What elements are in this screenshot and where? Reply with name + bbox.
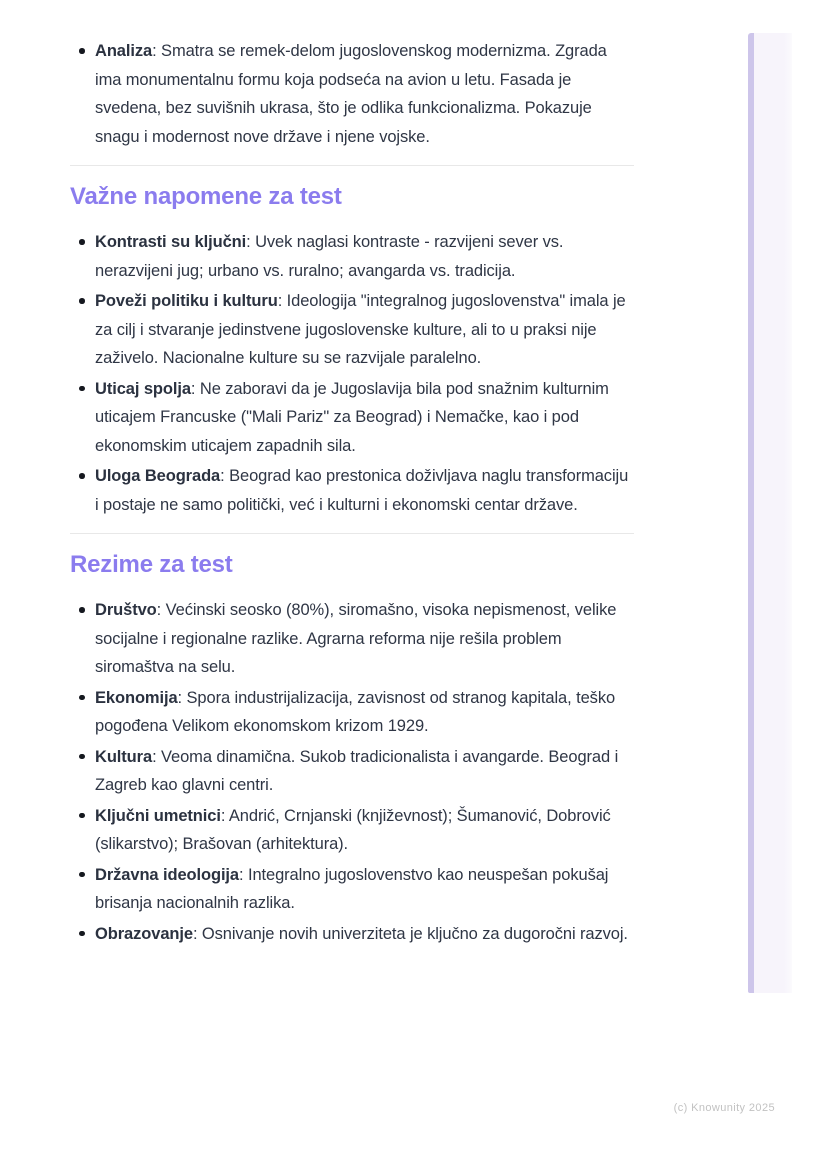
list-item: [95, 596, 634, 682]
bullet-term: Društvo: [95, 601, 157, 619]
bullet-text: : Veoma dinamična. Sukob tradicionalista i avangarde. Beograd i Zagreb kao glavni centri.: [95, 747, 619, 794]
bullet-text: : Ideologija "integralnog jugoslovenstva" imala je za cilj i stvaranje jedinstvene jugoslovenske kulture, ali to u praksi nije zaživelo. Nacionalne kulture su se razvijale paralelno.: [95, 292, 626, 367]
bullet-term: Poveži politiku i kulturu: [95, 292, 278, 310]
bullet-term: Uloga Beograda: [95, 467, 221, 485]
copyright-notice: (c) Knowunity 2025: [673, 1102, 775, 1114]
list-item: [95, 37, 634, 151]
list-item: [95, 287, 634, 373]
list-item: [95, 228, 634, 285]
bullet-text: : Andrić, Crnjanski (književnost); Šumanović, Dobrović (slikarstvo); Brašovan (arhitektura).: [95, 806, 611, 853]
bullet-text: : Ne zaboravi da je Jugoslavija bila pod snažnim kulturnim uticajem Francuske ("Mali Pariz" za Beograd) i Nemačke, kao i pod ekonomskim uticajem zapadnih sila.: [95, 379, 609, 455]
bullet-text: : Osnivanje novih univerziteta je ključno za dugoročni razvoj.: [192, 924, 628, 943]
bullet-term: Uticaj spolja: [95, 379, 191, 398]
rezime-bullet-list: [70, 596, 634, 948]
document-page: [70, 0, 634, 950]
bullet-text: : Beograd kao prestonica doživljava naglu transformaciju i postaje ne samo politički, već i kulturni i ekonomski centar države.: [95, 467, 629, 514]
bullet-term: Kontrasti su ključni: [95, 233, 247, 251]
next-page-preview-edge[interactable]: [748, 33, 792, 993]
bullet-text: : Integralno jugoslovenstvo kao neuspešan pokušaj brisanja nacionalnih razlika.: [95, 865, 609, 912]
bullet-term: Ključni umetnici: [95, 806, 221, 825]
section-heading-vazne-napomene: Važne napomene za test: [70, 183, 342, 210]
vazne-napomene-bullet-list: [70, 228, 634, 519]
intro-bullet-list: [70, 37, 634, 151]
section-heading-rezime: Rezime za test: [70, 551, 233, 578]
list-item: [95, 743, 634, 800]
list-item: [95, 375, 634, 461]
bullet-term: Državna ideologija: [95, 865, 239, 884]
bullet-text: : Većinski seosko (80%), siromašno, visoka nepismenost, velike socijalne i regionalne razlike. Agrarna reforma nije rešila problem siromaštva na selu.: [95, 601, 617, 676]
section-divider: [70, 533, 634, 534]
list-item: [95, 802, 634, 859]
bullet-term: Ekonomija: [95, 688, 178, 707]
list-item: [95, 462, 634, 519]
list-item: [95, 861, 634, 918]
list-item: [95, 684, 634, 741]
bullet-text: : Uvek naglasi kontraste - razvijeni sever vs. nerazvijeni jug; urbano vs. ruralno; avangarda vs. tradicija.: [95, 233, 564, 280]
bullet-text: : Spora industrijalizacija, zavisnost od stranog kapitala, teško pogođena Velikom ekonomskom krizom 1929.: [95, 688, 616, 735]
list-item: [95, 920, 634, 949]
bullet-term: Analiza: [95, 42, 153, 60]
bullet-term: Obrazovanje: [95, 924, 193, 943]
section-divider: [70, 165, 634, 166]
bullet-text: : Smatra se remek-delom jugoslovenskog modernizma. Zgrada ima monumentalnu formu koja podseća na avion u letu. Fasada je svedena, bez suvišnih ukrasa, što je odlika funkcionalizma. Pokazuje snagu i modernost nove države i njene vojske.: [95, 42, 607, 146]
bullet-term: Kultura: [95, 747, 153, 766]
